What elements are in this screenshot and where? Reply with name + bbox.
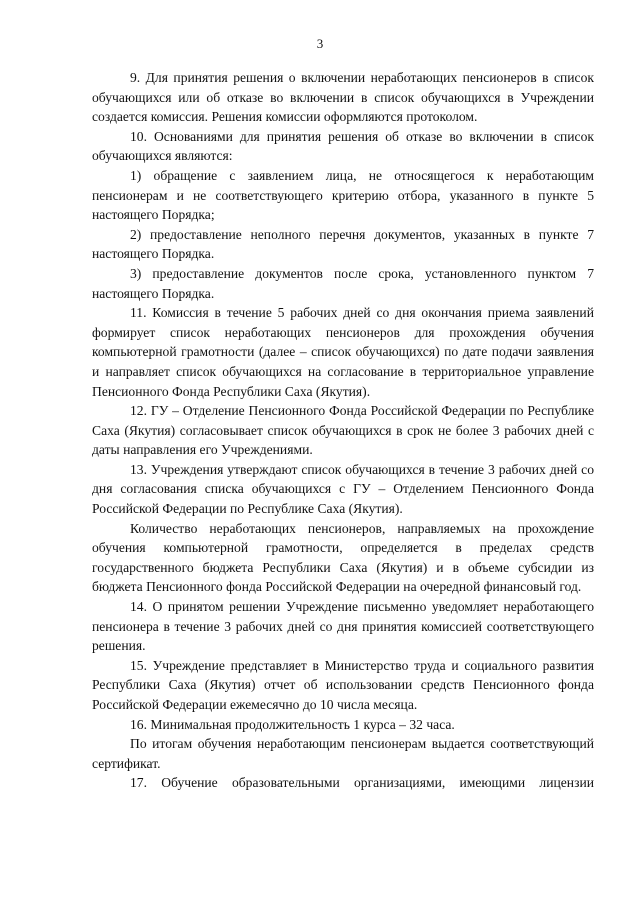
paragraph-10-item-1: 1) обращение с заявлением лица, не относящегося к неработающим пенсионерам и не соответствующего критерию отбора, указанного в пункте 5 настоящего Порядка;: [92, 167, 594, 223]
paragraph-15: 15. Учреждение представляет в Министерство труда и социального развития Республики Саха (Якутия) отчет об использовании средств Пенсионного фонда Российской Федерации ежемесячно до 10 числа месяца.: [92, 657, 594, 712]
paragraph-14: 14. О принятом решении Учреждение письменно уведомляет неработающего пенсионера в течение 3 рабочих дней со дня принятия комиссией соответствующего решения.: [92, 599, 594, 654]
paragraph-12: 12. ГУ – Отделение Пенсионного Фонда Российской Федерации по Республике Саха (Якутия) согласовывает список обучающихся в срок не более 3 рабочих дней с даты направления его Учреждениями.: [92, 403, 594, 458]
document-body: [92, 68, 594, 793]
paragraph-13-quantity: Количество неработающих пенсионеров, направляемых на прохождение обучения компьютерной грамотности, определяется в пределах средств государственного бюджета Республики Саха (Якутия) и в объеме субсидии из бюджета Пенсионного фонда Российской Федерации на очередной финансовый год.: [92, 520, 594, 595]
paragraph-16-certificate: По итогам обучения неработающим пенсионерам выдается соответствующий сертификат.: [92, 736, 594, 771]
paragraph-10-item-3: 3) предоставление документов после срока, установленного пунктом 7 настоящего Порядка.: [92, 265, 594, 301]
paragraph-10-item-2: 2) предоставление неполного перечня документов, указанных в пункте 7 настоящего Порядка.: [92, 226, 594, 262]
paragraph-10: 10. Основаниями для принятия решения об отказе во включении в список обучающихся являются:: [92, 128, 594, 164]
paragraph-17: 17. Обучение образовательными организациями, имеющими лицензии: [130, 775, 594, 791]
page-number: 3: [316, 36, 324, 51]
paragraph-9: 9. Для принятия решения о включении неработающих пенсионеров в список обучающихся или об отказе во включении в список обучающихся в Учреждении создается комиссия. Решения комиссии оформляются протоколом.: [92, 70, 594, 125]
paragraph-16: 16. Минимальная продолжительность 1 курса – 32 часа.: [130, 716, 455, 732]
paragraph-13: 13. Учреждения утверждают список обучающихся в течение 3 рабочих дней со дня согласования списка обучающихся с ГУ – Отделением Пенсионного Фонда Российской Федерации по Республике Саха (Якутия).: [92, 461, 594, 517]
paragraph-11: 11. Комиссия в течение 5 рабочих дней со дня окончания приема заявлений формирует список неработающих пенсионеров для прохождения обучения компьютерной грамотности (далее – список обучающихся) по дате подачи заявления и направляет список обучающихся на согласование в территориальное управление Пенсионного Фонда Республики Саха (Якутия).: [92, 305, 594, 399]
